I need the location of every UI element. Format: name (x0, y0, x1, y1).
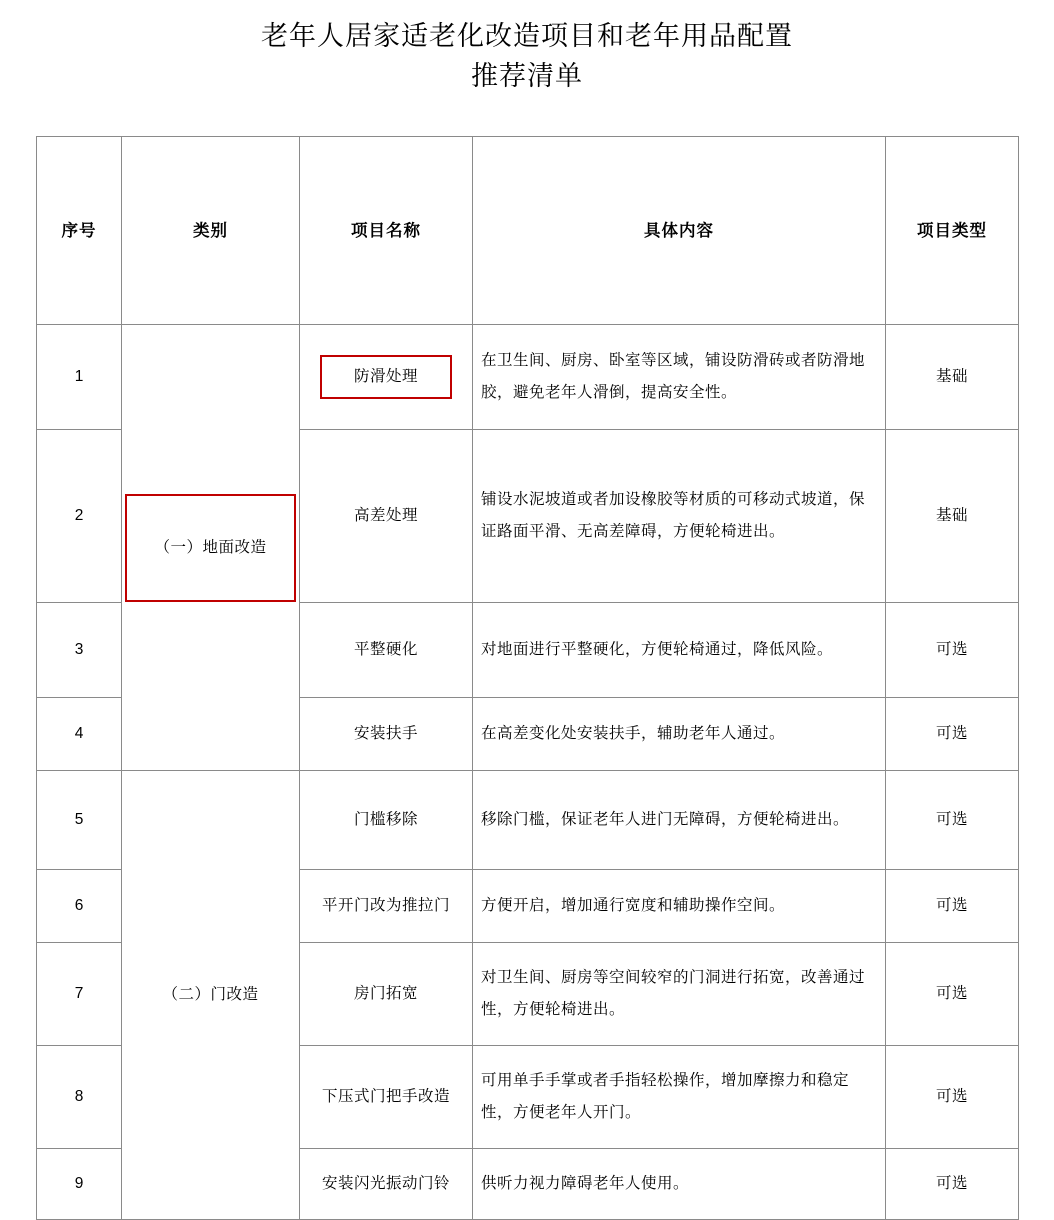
cell-details: 可用单手手掌或者手指轻松操作，增加摩擦力和稳定性，方便老年人开门。 (473, 1046, 886, 1149)
cell-no: 5 (37, 771, 122, 870)
cell-item-type: 可选 (886, 698, 1019, 771)
cell-item-type: 基础 (886, 430, 1019, 603)
table-header (37, 137, 1019, 325)
cell-details: 在高差变化处安装扶手，辅助老年人通过。 (473, 698, 886, 771)
cell-item-type: 可选 (886, 1149, 1019, 1220)
column-header-no: 序号 (37, 137, 122, 325)
cell-item-name: 房门拓宽 (300, 943, 473, 1046)
column-header-item-type: 项目类型 (886, 137, 1019, 325)
cell-item-name (300, 325, 473, 430)
cell-item-name: 安装闪光振动门铃 (300, 1149, 473, 1220)
cell-item-type: 可选 (886, 870, 1019, 943)
column-header-details: 具体内容 (473, 137, 886, 325)
recommendation-table-container (36, 136, 1018, 1220)
cell-no: 1 (37, 325, 122, 430)
cell-details: 对卫生间、厨房等空间较窄的门洞进行拓宽，改善通过性，方便轮椅进出。 (473, 943, 886, 1046)
table-row (37, 325, 1019, 430)
cell-item-type: 可选 (886, 603, 1019, 698)
cell-details: 铺设水泥坡道或者加设橡胶等材质的可移动式坡道，保证路面平滑、无高差障碍，方便轮椅进出。 (473, 430, 886, 603)
cell-category-ground-renovation (122, 325, 300, 771)
cell-item-type: 基础 (886, 325, 1019, 430)
cell-item-name: 下压式门把手改造 (300, 1046, 473, 1149)
cell-item-type: 可选 (886, 1046, 1019, 1149)
cell-details: 供听力视力障碍老年人使用。 (473, 1149, 886, 1220)
cell-item-name: 安装扶手 (300, 698, 473, 771)
cell-no: 9 (37, 1149, 122, 1220)
cell-no: 4 (37, 698, 122, 771)
cell-category-door-renovation: （二）门改造 (122, 771, 300, 1220)
cell-no: 8 (37, 1046, 122, 1149)
item-name-label: 防滑处理 (353, 368, 418, 385)
page-title (0, 16, 1054, 96)
cell-details: 方便开启，增加通行宽度和辅助操作空间。 (473, 870, 886, 943)
cell-item-name: 平整硬化 (300, 603, 473, 698)
cell-item-name: 门槛移除 (300, 771, 473, 870)
recommendation-table (36, 136, 1019, 1220)
table-header-row (37, 137, 1019, 325)
page-title-line-1: 老年人居家适老化改造项目和老年用品配置 (261, 21, 793, 51)
category-label: （一）地面改造 (154, 538, 267, 556)
table-row (37, 771, 1019, 870)
cell-item-type: 可选 (886, 943, 1019, 1046)
cell-details: 移除门槛，保证老年人进门无障碍，方便轮椅进出。 (473, 771, 886, 870)
cell-no: 2 (37, 430, 122, 603)
cell-details: 对地面进行平整硬化，方便轮椅通过，降低风险。 (473, 603, 886, 698)
column-header-item-name: 项目名称 (300, 137, 473, 325)
cell-item-name: 平开门改为推拉门 (300, 870, 473, 943)
column-header-category: 类别 (122, 137, 300, 325)
page-title-line-2: 推荐清单 (471, 61, 583, 91)
cell-no: 3 (37, 603, 122, 698)
cell-no: 6 (37, 870, 122, 943)
cell-item-name: 高差处理 (300, 430, 473, 603)
cell-item-type: 可选 (886, 771, 1019, 870)
cell-no: 7 (37, 943, 122, 1046)
cell-details: 在卫生间、厨房、卧室等区域，铺设防滑砖或者防滑地胶，避免老年人滑倒，提高安全性。 (473, 325, 886, 430)
table-body (37, 325, 1019, 1220)
